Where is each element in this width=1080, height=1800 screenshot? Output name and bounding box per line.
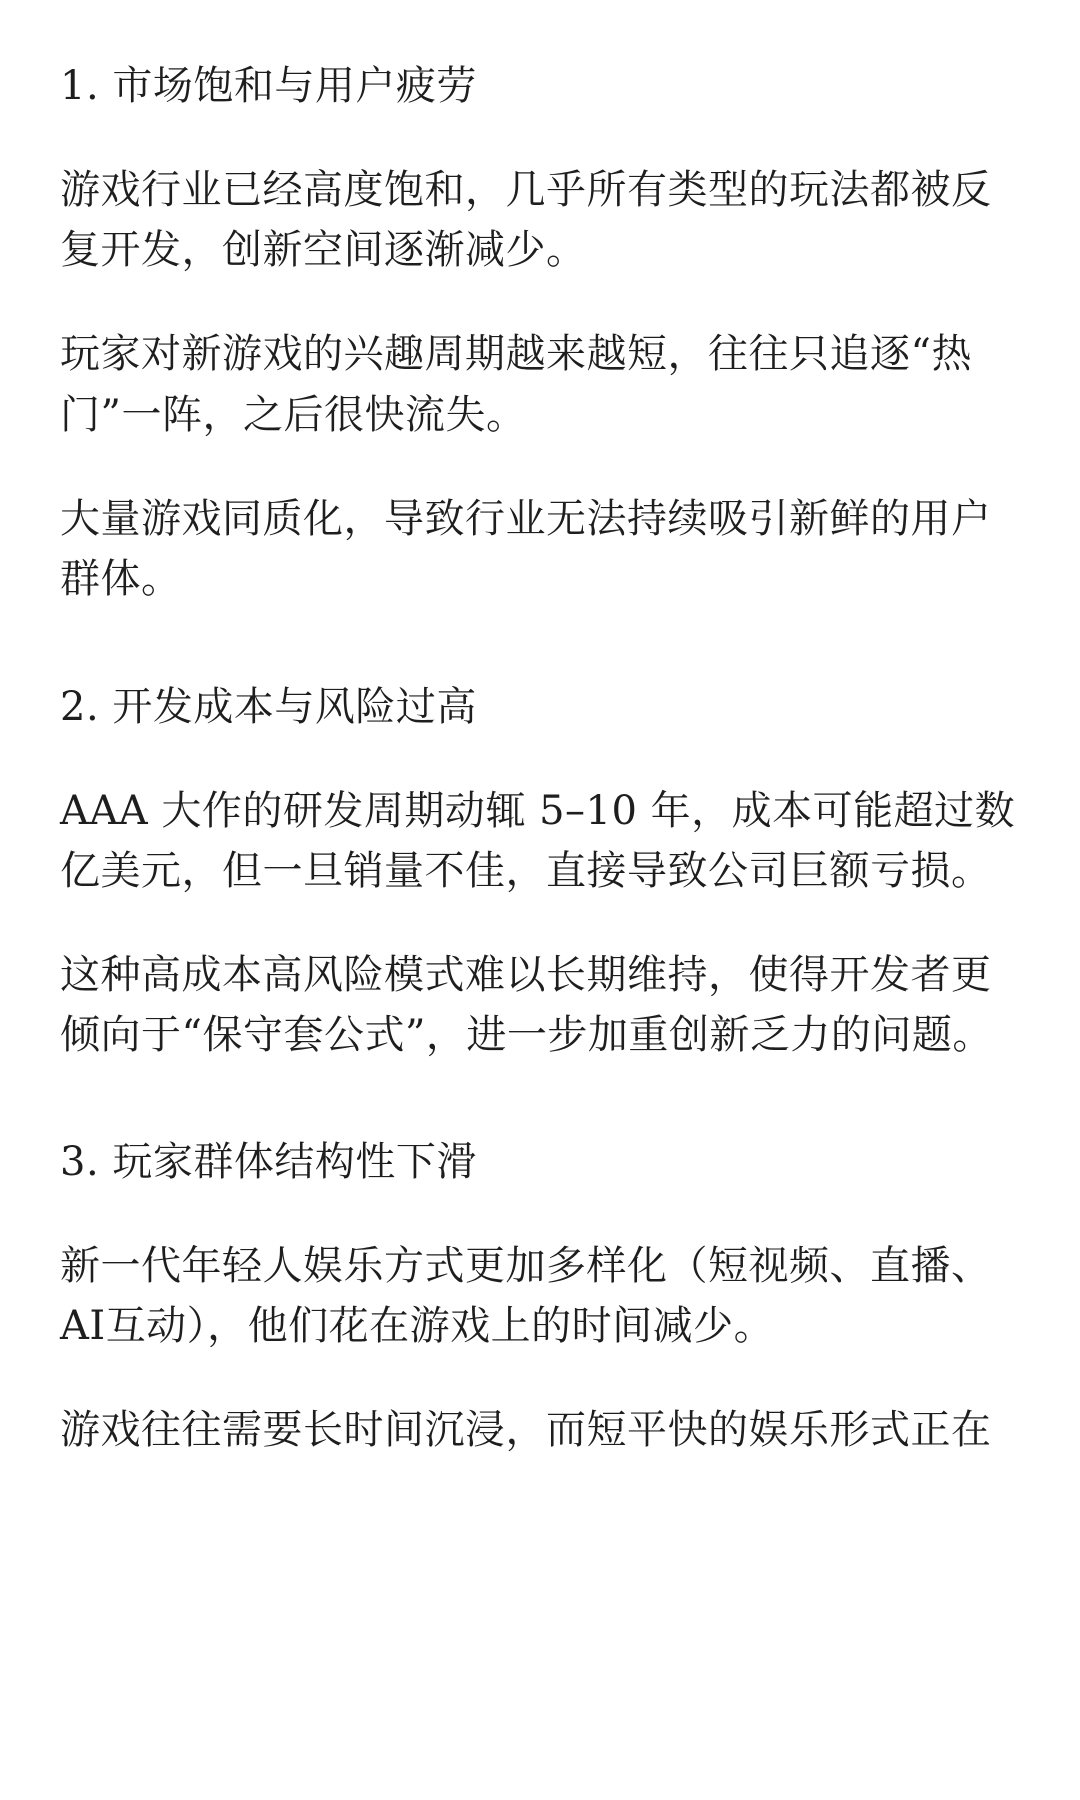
section-3-paragraph-1-line-1: 新一代年轻人娱乐方式更加多样化（短视频、直播、 xyxy=(60,1243,992,1289)
section-3-paragraph-1-line-2: AI互动），他们花在游戏上的时间减少。 xyxy=(60,1303,775,1349)
section-1-heading: 1. 市场饱和与用户疲劳 xyxy=(60,63,477,109)
section-1-paragraph-3-line-2: 群体。 xyxy=(60,556,182,602)
section-3-heading: 3. 玩家群体结构性下滑 xyxy=(60,1139,477,1185)
section-1-paragraph-2-line-2: 门”一阵，之后很快流失。 xyxy=(60,392,527,438)
section-2-heading: 2. 开发成本与风险过高 xyxy=(60,684,477,730)
section-2-paragraph-1-line-2: 亿美元，但一旦销量不佳，直接导致公司巨额亏损。 xyxy=(60,848,992,894)
section-2-paragraph-1-line-1: AAA 大作的研发周期动辄 5–10 年，成本可能超过数 xyxy=(60,788,1016,834)
section-1-paragraph-2-line-1: 玩家对新游戏的兴趣周期越来越短，往往只追逐“热 xyxy=(60,331,972,377)
section-1-paragraph-1-line-1: 游戏行业已经高度饱和，几乎所有类型的玩法都被反 xyxy=(60,167,992,213)
section-2-paragraph-2-line-2: 倾向于“保守套公式”，进一步加重创新乏力的问题。 xyxy=(60,1012,993,1058)
section-3-paragraph-2-line-1: 游戏往往需要长时间沉浸，而短平快的娱乐形式正在 xyxy=(60,1407,992,1453)
section-1-paragraph-1-line-2: 复开发，创新空间逐渐减少。 xyxy=(60,227,587,273)
section-2-paragraph-2-line-1: 这种高成本高风险模式难以长期维持，使得开发者更 xyxy=(60,952,992,998)
section-1-paragraph-3-line-1: 大量游戏同质化，导致行业无法持续吸引新鲜的用户 xyxy=(60,496,992,542)
